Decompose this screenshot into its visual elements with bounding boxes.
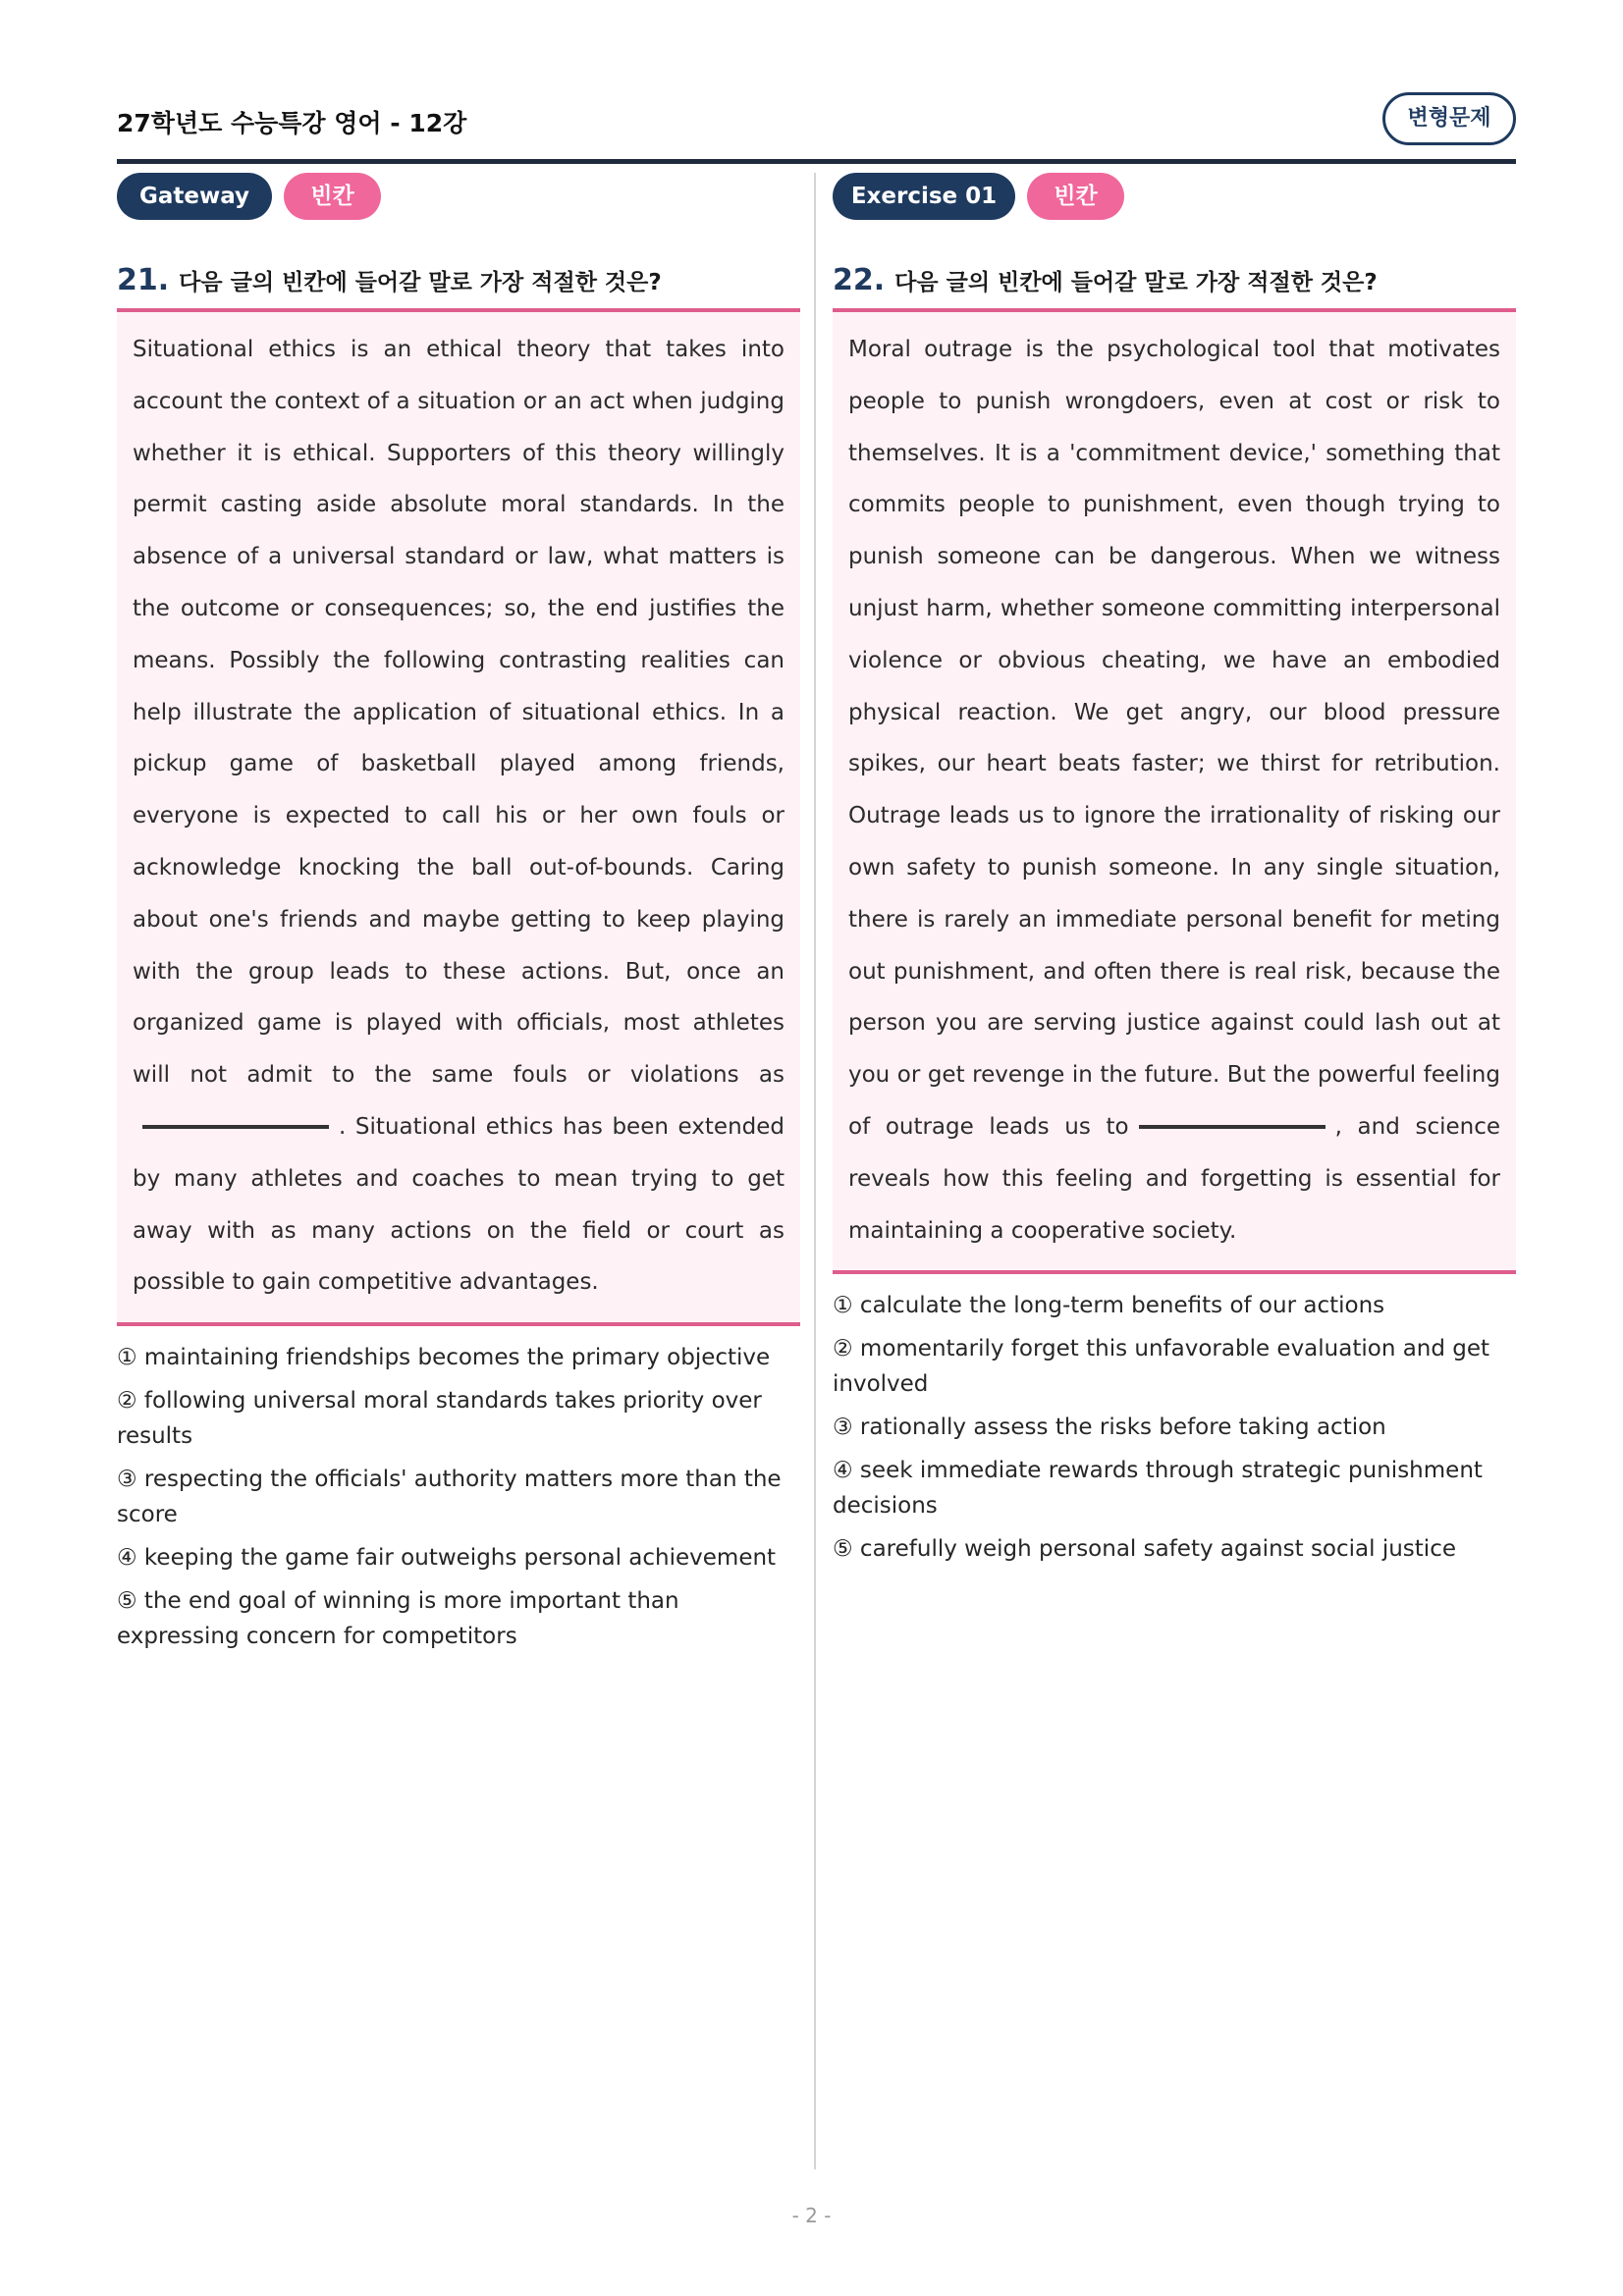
page-header — [117, 90, 1516, 164]
question-22-column — [833, 173, 1516, 1575]
question-title — [117, 263, 800, 312]
question-prompt: 다음 글의 빈칸에 들어갈 말로 가장 적절한 것은? — [179, 270, 662, 295]
option-1[interactable]: ① maintaining friendships becomes the primary objective — [117, 1345, 771, 1371]
question-number: 21. — [117, 263, 170, 297]
question-prompt: 다음 글의 빈칸에 들어갈 말로 가장 적절한 것은? — [894, 270, 1378, 295]
option-5[interactable]: ⑤ carefully weigh personal safety against social justice — [833, 1536, 1456, 1563]
gateway-tag: Gateway — [117, 173, 272, 220]
option-3[interactable]: ③ rationally assess the risks before taking action — [833, 1415, 1386, 1441]
option-1[interactable]: ① calculate the long-term benefits of our actions — [833, 1293, 1385, 1319]
tag-row — [833, 173, 1516, 222]
answer-blank — [142, 1125, 329, 1129]
answer-blank — [1139, 1125, 1325, 1129]
option-3[interactable]: ③ respecting the officials' authority matters more than the score — [117, 1467, 782, 1528]
option-5[interactable]: ⑤ the end goal of winning is more important than expressing concern for competitors — [117, 1588, 679, 1650]
answer-options — [117, 1340, 800, 1654]
passage-text-before-blank: Situational ethics is an ethical theory that takes into account the context of a situation or an act when judging whether it is ethical. Supporters of this theory willingly permit casting aside absolute moral standards. In the absence of a universal standard or law, what matters is the outcome or consequences; so, the end justifies the means. Possibly the following contrasting realities can help illustrate the application of situational ethics. In a pickup game of basketball played among friends, everyone is expected to call his or her own fouls or acknowledge knocking the ball out-of-bounds. Caring about one's friends and maybe getting to keep playing with the group leads to these actions. But, once an organized game is played with officials, most athletes will not admit to the same fouls or violations as — [133, 337, 784, 1089]
problem-type-badge: 변형문제 — [1382, 92, 1516, 145]
question-number: 22. — [833, 263, 886, 297]
option-4[interactable]: ④ seek immediate rewards through strategic punishment decisions — [833, 1458, 1483, 1520]
option-2[interactable]: ② following universal moral standards takes priority over results — [117, 1388, 762, 1450]
exercise-tag: Exercise 01 — [833, 173, 1015, 220]
blank-type-tag: 빈칸 — [1027, 173, 1124, 220]
passage-box — [833, 312, 1516, 1274]
tag-row — [117, 173, 800, 222]
answer-options — [833, 1288, 1516, 1567]
blank-type-tag: 빈칸 — [284, 173, 381, 220]
column-divider — [814, 173, 816, 2169]
option-2[interactable]: ② momentarily forget this unfavorable evaluation and get involved — [833, 1336, 1490, 1398]
passage-box — [117, 312, 800, 1326]
document-title: 27학년도 수능특강 영어 - 12강 — [117, 109, 467, 137]
question-21-column — [117, 173, 800, 1662]
passage-text-before-blank: Moral outrage is the psychological tool that motivates people to punish wrongdoers, even at cost or risk to themselves. It is a 'commitment device,' something that commits people to punishment, even though trying to punish someone can be dangerous. When we witness unjust harm, whether someone committing interpersonal violence or obvious cheating, we have an embodied physical reaction. We get angry, our blood pressure spikes, our heart beats faster; we thirst for retribution. Outrage leads us to ignore the irrationality of risking our own safety to punish someone. In any single situation, there is rarely an immediate personal benefit for meting out punishment, and often there is real risk, because the person you are serving justice against could lash out at you or get revenge in the future. But the powerful feeling of outrage leads us to — [848, 337, 1500, 1140]
page-number: - 2 - — [791, 2204, 832, 2227]
passage-text-after-blank: , and science reveals how this feeling and forgetting is essential for maintaining a cooperative society. — [848, 1113, 1501, 1244]
question-title — [833, 263, 1516, 312]
passage-text-after-blank: . Situational ethics has been extended by many athletes and coaches to mean trying to get away with as many actions on the field or court as possible to gain competitive advantages. — [133, 1113, 784, 1296]
option-4[interactable]: ④ keeping the game fair outweighs personal achievement — [117, 1545, 777, 1572]
